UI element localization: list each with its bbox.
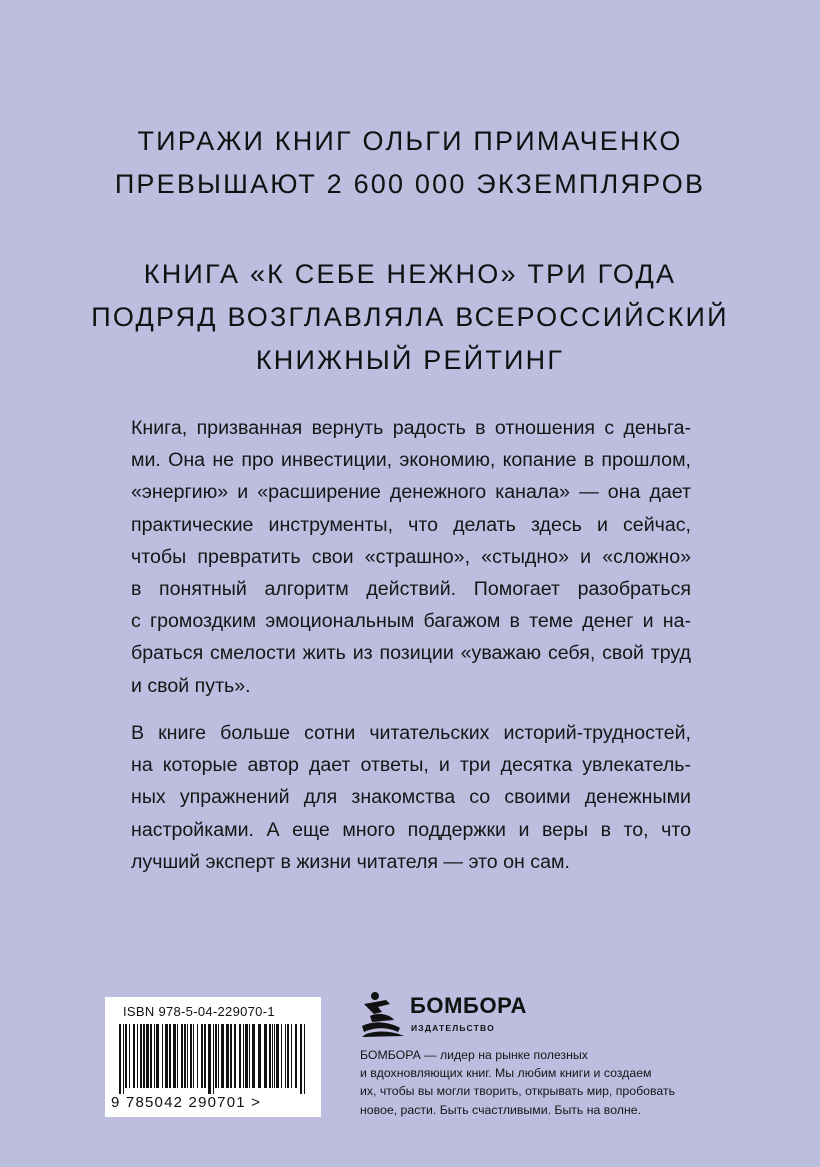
barcode-bar	[285, 1024, 286, 1088]
text-line: с громоздким эмоциональным багажом в теме денег и на-	[131, 610, 691, 633]
barcode-bar	[204, 1024, 206, 1088]
barcode-bar	[146, 1024, 149, 1088]
barcode-bar	[221, 1024, 224, 1088]
barcode-bar	[291, 1024, 292, 1088]
publisher-description	[360, 1046, 700, 1119]
headline-rating	[0, 253, 820, 382]
text-line: в понятный алгоритм действий. Помогает разобраться	[131, 578, 691, 601]
publisher-logo	[360, 990, 550, 1040]
bombora-wave-figure-icon	[360, 990, 406, 1038]
text-line: чтобы превратить свои «страшно», «стыдно» и «сложно»	[131, 545, 691, 568]
barcode-bars	[115, 1024, 311, 1094]
barcode-bar	[208, 1024, 211, 1094]
headline-line: ПОДРЯД ВОЗГЛАВЛЯЛА ВСЕРОССИЙСКИЙ	[91, 302, 729, 332]
barcode-bar	[300, 1024, 302, 1094]
barcode-bar	[184, 1024, 186, 1088]
barcode-bar	[169, 1024, 171, 1088]
barcode-bar	[133, 1024, 135, 1088]
barcode-bar	[243, 1024, 244, 1088]
barcode-bar	[197, 1024, 198, 1088]
barcode-bar	[129, 1024, 130, 1088]
barcode-digits: 9 785042 290701 >	[111, 1094, 262, 1111]
barcode-bar	[156, 1024, 159, 1088]
barcode-bar	[187, 1024, 188, 1088]
barcode-bar	[245, 1024, 248, 1088]
barcode-bar	[234, 1024, 236, 1088]
barcode-bar	[287, 1024, 289, 1088]
description-paragraph-2	[131, 717, 691, 878]
text-line: «энергию» и «расширение денежного канала» — она дает	[131, 481, 691, 504]
headline-print-run	[0, 120, 820, 206]
barcode-bar	[119, 1024, 121, 1094]
barcode-bar	[125, 1024, 127, 1088]
description-paragraph-1	[131, 412, 691, 702]
barcode-bar	[264, 1024, 267, 1088]
barcode-bar	[215, 1024, 217, 1088]
text-line: браться смелости жить из позиции «уважаю себя, свой труд	[131, 642, 691, 665]
barcode-bar	[140, 1024, 142, 1088]
barcode-bar	[272, 1024, 273, 1088]
barcode-bar	[218, 1024, 219, 1088]
text-line: Книга, призванная вернуть радость в отношения с деньга-	[131, 417, 691, 439]
text-line: ми. Она не про инвестиции, экономию, копание в прошлом,	[131, 449, 691, 472]
barcode-bar	[213, 1024, 214, 1094]
barcode-bar	[239, 1024, 241, 1088]
barcode-bar	[249, 1024, 250, 1088]
text-line: и свой путь».	[131, 674, 251, 697]
text-line: практические инструменты, что делать здесь и сейчас,	[131, 513, 691, 536]
barcode-bar	[193, 1024, 194, 1088]
text-line: БОМБОРА — лидер на рынке полезных	[360, 1048, 588, 1062]
barcode-bar	[226, 1024, 229, 1088]
barcode-bar	[143, 1024, 145, 1088]
barcode-bar	[177, 1024, 178, 1088]
barcode-bar	[190, 1024, 192, 1088]
barcode-bar	[258, 1024, 261, 1088]
barcode-bar	[230, 1024, 232, 1088]
isbn-barcode	[105, 997, 321, 1117]
barcode-bar	[269, 1024, 271, 1088]
barcode-bar	[276, 1024, 279, 1088]
barcode-bar	[123, 1024, 124, 1094]
headline-line: КНИЖНЫЙ РЕЙТИНГ	[255, 345, 565, 375]
text-line: новое, расти. Быть счастливыми. Быть на волне.	[360, 1102, 641, 1117]
publisher-subtitle: ИЗДАТЕЛЬСТВО	[411, 1023, 495, 1033]
text-line: ных упражнений для знакомства со своими денежными	[131, 786, 691, 809]
barcode-bar	[201, 1024, 203, 1088]
barcode-bar	[173, 1024, 176, 1088]
headline-line: ПРЕВЫШАЮТ 2 600 000 ЭКЗЕМПЛЯРОВ	[114, 169, 706, 199]
text-line: и вдохновляющих книг. Мы любим книги и создаем	[360, 1066, 652, 1081]
barcode-bar	[252, 1024, 255, 1088]
barcode-bar	[137, 1024, 138, 1088]
barcode-bar	[181, 1024, 183, 1088]
barcode-bar	[304, 1024, 305, 1094]
headline-line: КНИГА «К СЕБЕ НЕЖНО» ТРИ ГОДА	[143, 259, 677, 289]
barcode-bar	[274, 1024, 275, 1088]
headline-line: ТИРАЖИ КНИГ ОЛЬГИ ПРИМАЧЕНКО	[137, 126, 683, 156]
text-line: настройками. А еще много поддержки и веры в то, что	[131, 818, 691, 841]
barcode-bar	[150, 1024, 152, 1088]
barcode-bar	[281, 1024, 282, 1088]
barcode-bar	[165, 1024, 168, 1088]
text-line: лучший эксперт в жизни читателя — это он сам.	[131, 850, 570, 873]
barcode-bar	[295, 1024, 297, 1088]
publisher-name: БОМБОРА	[410, 993, 528, 1018]
barcode-bar	[154, 1024, 155, 1088]
barcode-bar	[162, 1024, 163, 1088]
text-line: на которые автор дает ответы, и три десятка увлекатель-	[131, 754, 691, 777]
text-line: В книге больше сотни читательских историй-трудностей,	[131, 722, 691, 744]
isbn-label: ISBN 978-5-04-229070-1	[123, 1004, 275, 1019]
text-line: их, чтобы вы могли творить, открывать мир, пробовать	[360, 1084, 675, 1099]
